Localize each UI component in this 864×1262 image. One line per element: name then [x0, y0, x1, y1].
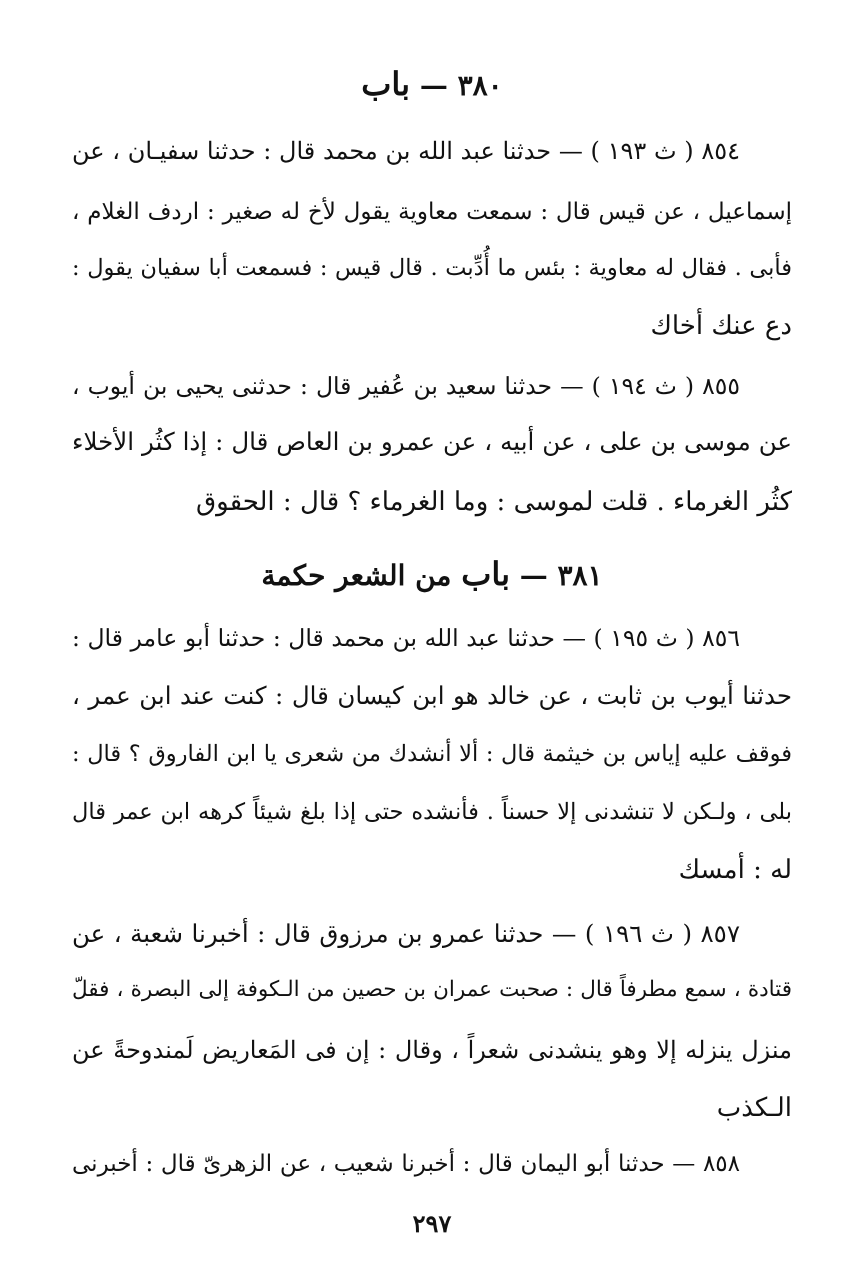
- hadith-line: دع عنك أخاك: [650, 311, 792, 341]
- hadith-line: فأبى . فقال له معاوية : بئس ما أُدِّبت . قال قيس : فسمعت أبا سفيان يقول :: [72, 255, 792, 281]
- hadith-line: ٨٥٨ — حدثنا أبو اليمان قال : أخبرنا شعيب ، عن الزهرىّ قال : أخبرنى: [72, 1151, 740, 1177]
- chapter-bab-label: باب: [461, 555, 510, 593]
- hadith-line: ٨٥٥ ( ث ١٩٤ ) — حدثنا سعيد بن عُفير قال : حدثنى يحيى بن أيوب ،: [72, 372, 741, 400]
- hadith-line: كثُر الغرماء . قلت لموسى : وما الغرماء ؟ قال : الحقوق: [195, 487, 792, 517]
- chapter-heading-381: [0, 554, 864, 596]
- hadith-line: ٨٥٧ ( ث ١٩٦ ) — حدثنا عمرو بن مرزوق قال : أخبرنا شعبة ، عن: [72, 919, 740, 948]
- hadith-line: بلى ، ولـكن لا تنشدنى إلا حسناً . فأنشده حتى إذا بلغ شيئاً كرهه ابن عمر قال: [72, 799, 792, 825]
- chapter-number: ٣٨١ —: [519, 559, 603, 592]
- hadith-line: حدثنا أيوب بن ثابت ، عن خالد هو ابن كيسان قال : كنت عند ابن عمر ،: [72, 681, 792, 710]
- hadith-line: عن موسى بن على ، عن أبيه ، عن عمرو بن العاص قال : إذا كثُر الأخلاء: [72, 427, 792, 456]
- chapter-heading-380: [0, 64, 864, 106]
- chapter-number: ٣٨٠ —: [419, 69, 503, 102]
- hadith-line: الـكذب: [716, 1093, 792, 1123]
- hadith-line: قتادة ، سمع مطرفاً قال : صحبت عمران بن حصين من الـكوفة إلى البصرة ، فقلّ: [72, 977, 792, 1002]
- hadith-line: ٨٥٤ ( ث ١٩٣ ) — حدثنا عبد الله بن محمد قال : حدثنا سفيـان ، عن: [72, 137, 741, 165]
- chapter-bab-label: باب: [361, 65, 411, 103]
- hadith-line: فوقف عليه إياس بن خيثمة قال : ألا أنشدك من شعرى يا ابن الفاروق ؟ قال :: [72, 741, 792, 767]
- chapter-title: من الشعر حكمة: [261, 559, 452, 592]
- hadith-line: منزل ينزله إلا وهو ينشدنى شعراً ، وقال : إن فى المَعاريض لَمندوحةً عن: [72, 1036, 793, 1064]
- hadith-line: ٨٥٦ ( ث ١٩٥ ) — حدثنا عبد الله بن محمد قال : حدثنا أبو عامر قال :: [72, 624, 740, 652]
- hadith-line: إسماعيل ، عن قيس قال : سمعت معاوية يقول لأخ له صغير : اردف الغلام ،: [72, 199, 792, 225]
- hadith-line: له : أمسك: [678, 855, 792, 885]
- page-number: ٢٩٧: [412, 1209, 452, 1238]
